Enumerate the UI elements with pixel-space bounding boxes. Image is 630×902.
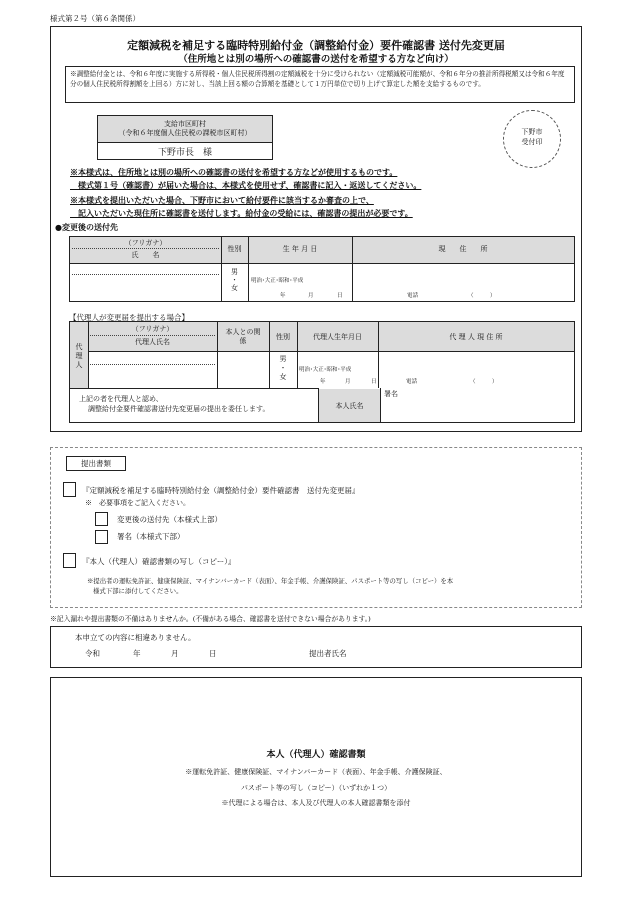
submitter-name-label: 提出者氏名 xyxy=(309,649,347,658)
new-address-table xyxy=(69,236,575,302)
declaration-year: 年 xyxy=(133,649,141,658)
year-label: 年 xyxy=(280,293,286,299)
declaration-day: 日 xyxy=(209,649,217,658)
month-label: 月 xyxy=(308,293,314,299)
proxy-side-label-3: 人 xyxy=(75,361,83,369)
gender-male[interactable]: 男 xyxy=(231,268,238,276)
document-item-2: 『本人（代理人）確認書類の写し（コピー）』 xyxy=(82,557,236,566)
declaration-month: 月 xyxy=(171,649,179,658)
proxy-year-label: 年 xyxy=(320,379,326,385)
section-new-address-heading: ●変更後の送付先 xyxy=(55,222,118,232)
address-label: 現 住 所 xyxy=(438,245,488,253)
document-sub-1: 変更後の送付先（本様式上部） xyxy=(117,515,222,524)
gender-female[interactable]: 女 xyxy=(231,284,238,292)
id-document-attach-area[interactable] xyxy=(50,677,582,877)
proxy-era-options: 明治･大正･昭和･平成 xyxy=(299,367,352,373)
proxy-gender-female[interactable]: 女 xyxy=(279,373,287,381)
principal-name-label: 本人氏名 xyxy=(335,402,364,410)
day-label: 日 xyxy=(337,293,343,299)
stamp-label-city: 下野市 xyxy=(521,128,543,136)
proxy-name-label: 代理人氏名 xyxy=(135,338,170,346)
proxy-phone-label: 電話 xyxy=(406,379,418,385)
name-label: 氏 名 xyxy=(131,251,160,259)
section-proxy-heading: 【代理人が変更届を提出する場合】 xyxy=(69,313,189,322)
municipality-sublabel: （令和６年度個人住民税の課税市区町村） xyxy=(118,129,252,137)
documents-heading: 提出書類 xyxy=(66,456,126,471)
phone-label: 電話 xyxy=(407,293,419,299)
proxy-gender-label: 性別 xyxy=(276,333,290,341)
furigana-label: （フリガナ） xyxy=(124,239,167,247)
proxy-day-label: 日 xyxy=(371,379,377,385)
note-line-3: ※本様式を提出いただいた場合、下野市において給付要件に該当するか審査の上で、 xyxy=(70,195,374,205)
proxy-table xyxy=(69,321,575,423)
notice-box: ※調整給付金とは、令和６年度に実施する所得税・個人住民税所得割の定額減税を十分に受けられない（定額減税可能額が、令和６年分の推計所得税額又は令和６年度分の個人住民税所得割額を上回る）方に対し、当該上回る額の合算額を基礎として１万円単位で切り上げて算定した額を支給するものです。 xyxy=(65,66,575,103)
birthdate-label: 生 年 月 日 xyxy=(282,245,318,253)
proxy-address-label: 代 理 人 現 住 所 xyxy=(449,333,503,341)
delegation-line-2: 調整給付金要件確認書送付先変更届の提出を委任します。 xyxy=(88,405,270,413)
checkbox-change-form[interactable] xyxy=(63,482,76,497)
document-item-1-note: ※ 必要事項をご記入ください。 xyxy=(85,499,190,507)
attach-line-1: ※運転免許証、健康保険証、マイナンバーカード（表面）、年金手帳、介護保険証、 xyxy=(185,768,447,776)
note-line-1: ※本様式は、住所地とは別の場所への確認書の送付を希望する方などが使用するものです。 xyxy=(70,167,398,177)
form-subtitle: （住所地とは別の場所への確認書の送付を希望する方など向け） xyxy=(178,54,454,65)
proxy-phone-parens: （ ） xyxy=(470,379,498,385)
declaration-text: 本申立ての内容に相違ありません。 xyxy=(75,633,196,642)
municipality-box xyxy=(97,115,273,160)
era-options: 明治･大正･昭和･平成 xyxy=(251,278,304,284)
delegation-line-1: 上記の者を代理人と認め、 xyxy=(79,395,163,403)
stamp-label-reception: 受付印 xyxy=(521,138,543,146)
declaration-box xyxy=(50,626,582,668)
note-line-4: 記入いただいた現住所に確認書を送付します。給付金の受給には、確認書の提出が必要です。 xyxy=(70,208,413,218)
checkbox-id-copy[interactable] xyxy=(63,553,76,568)
reception-stamp-area xyxy=(503,110,561,168)
attach-line-2: パスポート等の写し（コピー）（いずれか１つ） xyxy=(240,784,392,792)
declaration-era: 令和 xyxy=(85,649,100,658)
relation-label: 本人との関係 xyxy=(225,328,261,345)
proxy-gender-separator: ・ xyxy=(279,364,287,372)
omission-warning: ※記入漏れや提出書類の不備はありませんか。(不備がある場合、確認書を送付できない場合があります。) xyxy=(50,615,371,623)
checkbox-new-address[interactable] xyxy=(95,512,108,526)
gender-label: 性別 xyxy=(227,245,242,253)
attach-title: 本人（代理人）確認書類 xyxy=(266,750,366,760)
municipality-label: 支給市区町村 xyxy=(164,120,206,128)
note-line-2: 様式第１号（確認書）が届いた場合は、本様式を使用せず、確認書に記入・返送してください。 xyxy=(70,180,422,190)
document-item-1: 『定額減税を補足する臨時特別給付金（調整給付金）要件確認書 送付先変更届』 xyxy=(82,486,360,495)
attach-line-3: ※代理による場合は、本人及び代理人の本人確認書類を添付 xyxy=(221,799,411,807)
municipality-value: 下野市長 様 xyxy=(157,148,212,158)
document-sub-2: 署名（本様式下部） xyxy=(117,532,185,541)
proxy-gender-male[interactable]: 男 xyxy=(279,355,287,363)
proxy-side-label-2: 理 xyxy=(75,352,83,360)
form-title: 定額減税を補足する臨時特別給付金（調整給付金）要件確認書 送付先変更届 xyxy=(127,39,505,52)
phone-parens: （ ） xyxy=(468,293,496,299)
form-number: 様式第２号（第６条関係） xyxy=(50,14,140,23)
checkbox-signature[interactable] xyxy=(95,530,108,544)
signature-label: 署名 xyxy=(384,390,398,398)
proxy-side-label-1: 代 xyxy=(75,343,83,351)
proxy-month-label: 月 xyxy=(345,379,351,385)
gender-separator: ・ xyxy=(231,276,238,284)
proxy-birthdate-label: 代理人生年月日 xyxy=(313,333,362,341)
document-item-2-note-1: ※提出者の運転免許証、健康保険証、マイナンバーカード（表面）、年金手帳、介護保険証、パスポート等の写し（コピー）を本 xyxy=(87,577,454,585)
document-item-2-note-2: 様式下部に添付してください。 xyxy=(93,587,183,595)
proxy-furigana-label: （フリガナ） xyxy=(131,325,174,333)
